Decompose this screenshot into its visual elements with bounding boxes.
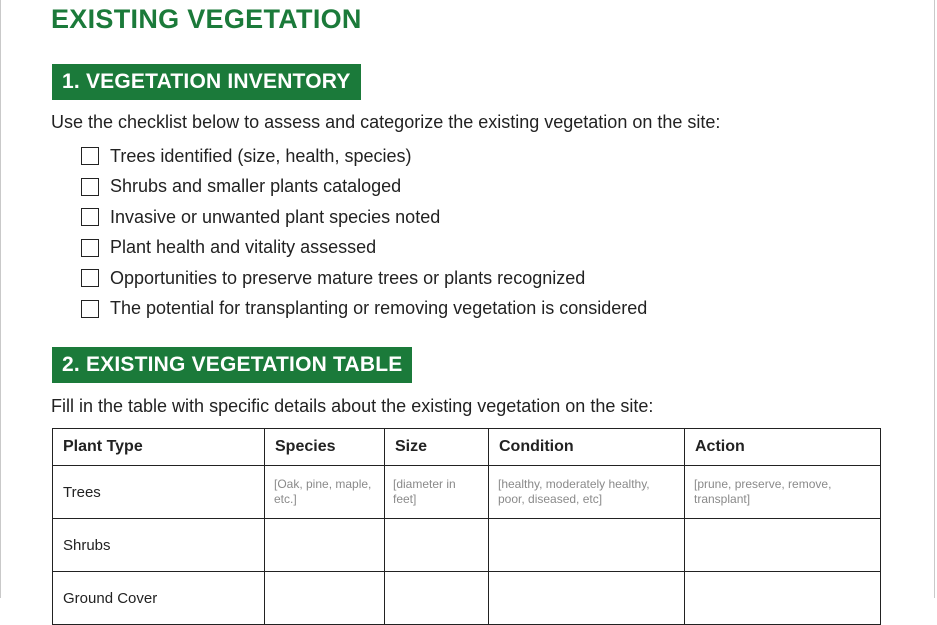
species-cell[interactable] bbox=[265, 572, 385, 625]
table-row bbox=[53, 519, 881, 572]
table-row bbox=[53, 572, 881, 625]
checkbox[interactable] bbox=[81, 178, 99, 196]
section-heading-table: 2. EXISTING VEGETATION TABLE bbox=[52, 347, 412, 383]
checklist-item-label: Plant health and vitality assessed bbox=[110, 237, 377, 258]
checklist-item bbox=[81, 172, 647, 203]
column-header: Condition bbox=[489, 429, 685, 466]
checklist-item-label: Opportunities to preserve mature trees or plants recognized bbox=[110, 267, 586, 288]
table-header-row bbox=[53, 429, 881, 466]
table-intro: Fill in the table with specific details about the existing vegetation on the site: bbox=[51, 396, 654, 416]
condition-cell[interactable] bbox=[489, 572, 685, 625]
checklist-item bbox=[81, 233, 647, 264]
checkbox[interactable] bbox=[81, 239, 99, 257]
inventory-intro: Use the checklist below to assess and categorize the existing vegetation on the site: bbox=[51, 112, 721, 132]
plant-type-cell: Trees bbox=[53, 466, 265, 519]
checklist-item-label: Shrubs and smaller plants cataloged bbox=[110, 176, 402, 197]
plant-type-cell: Ground Cover bbox=[53, 572, 265, 625]
table-row bbox=[53, 466, 881, 519]
section-heading-inventory: 1. VEGETATION INVENTORY bbox=[52, 64, 361, 100]
checklist-item bbox=[81, 294, 647, 325]
page-title: EXISTING VEGETATION bbox=[51, 4, 362, 34]
column-header: Action bbox=[685, 429, 881, 466]
checklist-item bbox=[81, 141, 647, 172]
action-cell[interactable]: [prune, preserve, remove, transplant] bbox=[685, 466, 881, 519]
checkbox[interactable] bbox=[81, 208, 99, 226]
checklist-item-label: Invasive or unwanted plant species noted bbox=[110, 206, 441, 227]
action-cell[interactable] bbox=[685, 572, 881, 625]
size-cell[interactable] bbox=[385, 572, 489, 625]
condition-cell[interactable]: [healthy, moderately healthy, poor, diseased, etc] bbox=[489, 466, 685, 519]
plant-type-cell: Shrubs bbox=[53, 519, 265, 572]
vegetation-table bbox=[52, 428, 881, 625]
size-cell[interactable] bbox=[385, 519, 489, 572]
checkbox[interactable] bbox=[81, 147, 99, 165]
checklist-item bbox=[81, 202, 647, 233]
checklist-item-label: The potential for transplanting or removing vegetation is considered bbox=[110, 298, 648, 319]
column-header: Species bbox=[265, 429, 385, 466]
condition-cell[interactable] bbox=[489, 519, 685, 572]
checkbox[interactable] bbox=[81, 269, 99, 287]
page-left-border bbox=[0, 0, 1, 598]
checklist-item-label: Trees identified (size, health, species) bbox=[110, 145, 412, 166]
column-header: Plant Type bbox=[53, 429, 265, 466]
column-header: Size bbox=[385, 429, 489, 466]
size-cell[interactable]: [diameter in feet] bbox=[385, 466, 489, 519]
checklist-item bbox=[81, 263, 647, 294]
checkbox[interactable] bbox=[81, 300, 99, 318]
species-cell[interactable]: [Oak, pine, maple, etc.] bbox=[265, 466, 385, 519]
species-cell[interactable] bbox=[265, 519, 385, 572]
page-right-border bbox=[934, 0, 935, 598]
action-cell[interactable] bbox=[685, 519, 881, 572]
inventory-checklist bbox=[81, 141, 647, 324]
